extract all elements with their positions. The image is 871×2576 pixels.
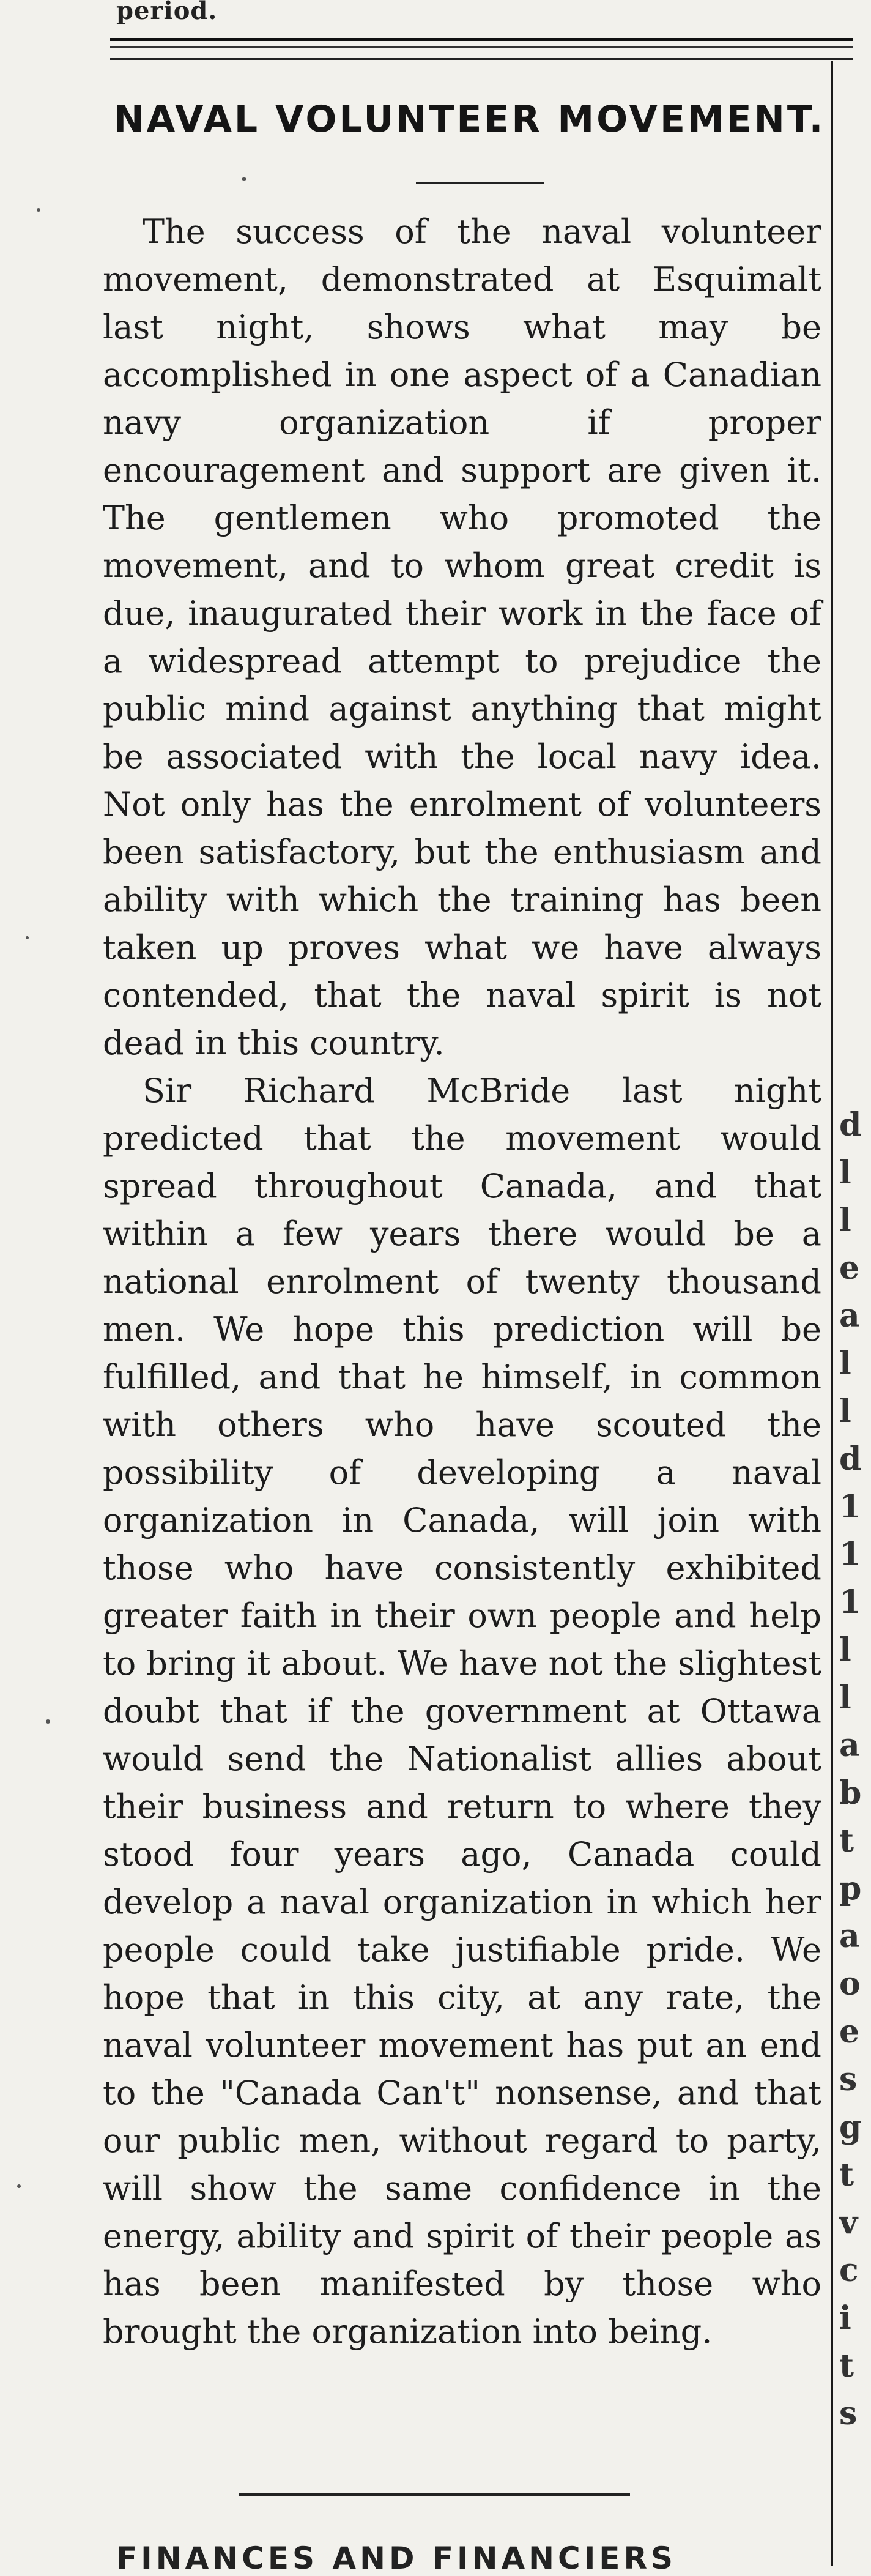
adjacent-column-fragment	[839, 1101, 871, 2438]
adjacent-letter: t	[839, 2347, 854, 2384]
adjacent-letter: c	[839, 2252, 859, 2289]
adjacent-letter: e	[839, 1249, 860, 1287]
adjacent-letter: g	[839, 2109, 862, 2146]
adjacent-letter: 1	[839, 1584, 862, 1621]
headline-underline-rule	[416, 182, 544, 184]
adjacent-letter: a	[839, 1727, 860, 1764]
adjacent-letter: o	[839, 1965, 861, 2003]
adjacent-letter: l	[839, 1202, 851, 1239]
adjacent-letter: l	[839, 1679, 851, 1716]
adjacent-letter: e	[839, 2013, 860, 2050]
adjacent-letter: t	[839, 2156, 854, 2194]
clipped-previous-text: period.	[116, 0, 218, 25]
adjacent-letter: d	[839, 1106, 862, 1144]
adjacent-letter: l	[839, 1154, 851, 1191]
top-thin-rule	[110, 58, 853, 60]
article-paragraph-1: The success of the naval volunteer movement, demonstrated at Esquimalt last night, shows what may be accomplished in one aspect of a Canadian navy organization if proper encouragement and support are given it. The gentlemen who promoted the movement, and to whom great credit is due, inaugurated their work in the face of a widespread attempt to prejudice the public mind against anything that might be associated with the local navy idea. Not only has the enrolment of volunteers been satisfactory, but the enthusiasm and ability with which the training has been taken up proves what we have always contended, that the naval spirit is not dead in this country.	[103, 212, 821, 1062]
article-end-rule	[239, 2493, 630, 2496]
adjacent-letter: l	[839, 1393, 851, 1430]
adjacent-letter: l	[839, 1631, 851, 1669]
adjacent-letter: s	[839, 2395, 858, 2432]
print-speck	[46, 1719, 50, 1724]
adjacent-letter: 1	[839, 1488, 862, 1525]
adjacent-letter: p	[839, 1870, 862, 1907]
adjacent-letter: 1	[839, 1536, 862, 1573]
adjacent-letter: d	[839, 1440, 862, 1478]
article-paragraph-2: Sir Richard McBride last night predicted that the movement would spread throughout Canada, and that within a few years there would be a national enrolment of twenty thousand men. We hope this prediction will be fulfilled, and that he himself, in common with others who have scouted the possibility of developing a naval organization in Canada, will join with those who have consistently exhibited greater faith in their own people and help to bring it about. We have not the slightest doubt that if the government at Ottawa would send the Nationalist allies about their business and return to where they stood four years ago, Canada could develop a naval organization in which her people could take justifiable pride. We hope that in this city, at any rate, the naval volunteer movement has put an end to the "Canada Can't" nonsense, and that our public men, without regard to party, will show the same confidence in the energy, ability and spirit of their people as has been manifested by those who brought the organization into being.	[103, 1071, 822, 2351]
print-speck	[26, 936, 29, 939]
adjacent-letter: l	[839, 1345, 851, 1382]
print-speck	[17, 2184, 21, 2188]
top-double-rule	[110, 38, 853, 48]
adjacent-letter: b	[839, 1774, 862, 1812]
article-body	[103, 208, 821, 2356]
adjacent-letter: v	[839, 2204, 858, 2241]
adjacent-letter: s	[839, 2061, 858, 2098]
adjacent-letter: i	[839, 2299, 851, 2337]
adjacent-letter: a	[839, 1297, 860, 1335]
article-headline: NAVAL VOLUNTEER MOVEMENT.	[113, 98, 826, 141]
column-divider	[831, 61, 833, 2566]
print-speck	[242, 177, 246, 181]
adjacent-letter: a	[839, 1918, 860, 1955]
print-speck	[37, 208, 40, 212]
adjacent-letter: t	[839, 1822, 854, 1859]
next-article-headline: FINANCES AND FINANCIERS	[116, 2541, 676, 2576]
